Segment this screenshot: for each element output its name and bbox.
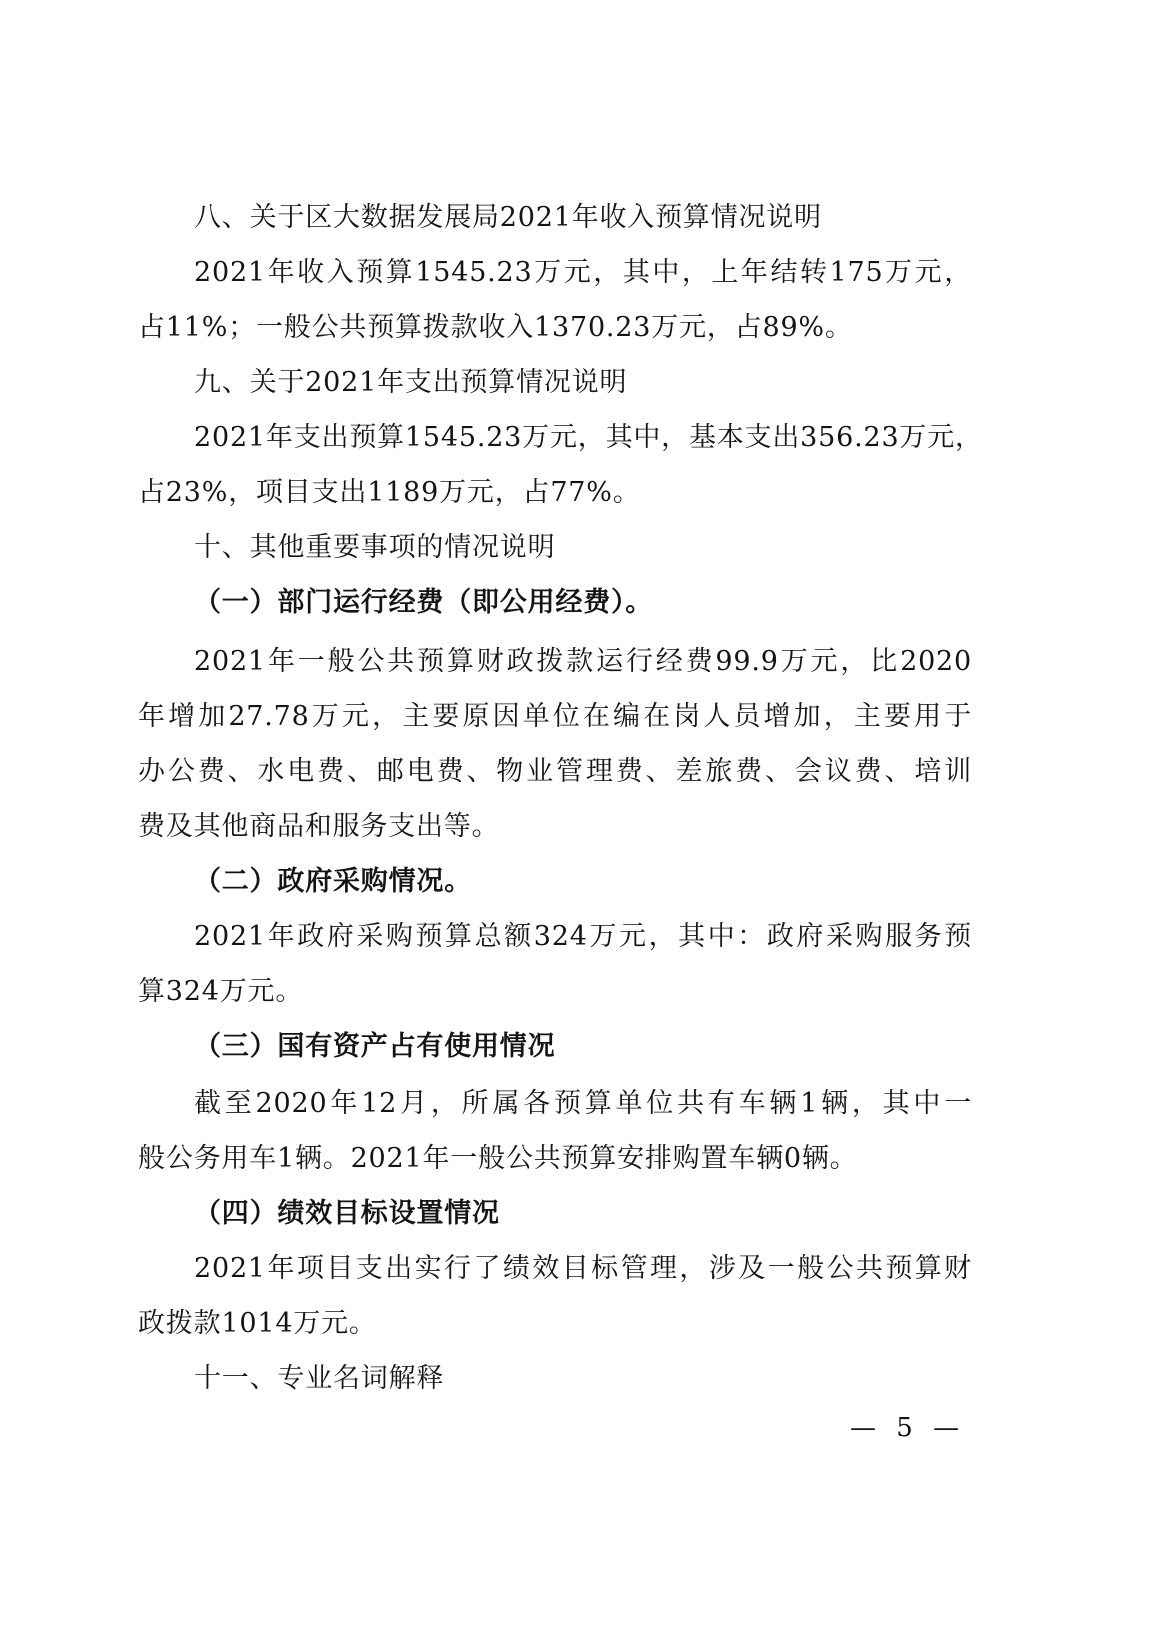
paragraph-line: 年增加27.78万元，主要原因单位在编在岗人员增加，主要用于	[138, 701, 972, 732]
paragraph-line: 政拨款1014万元。	[138, 1308, 377, 1339]
paragraph-line: 2021年政府采购预算总额324万元，其中：政府采购服务预	[194, 921, 972, 952]
paragraph-line: 2021年收入预算1545.23万元，其中，上年结转175万元，	[194, 257, 972, 288]
paragraph-line: 占23%，项目支出1189万元，占77%。	[138, 477, 641, 508]
subsection-heading-2: （二）政府采购情况。	[194, 866, 472, 897]
paragraph-line: 办公费、水电费、邮电费、物业管理费、差旅费、会议费、培训	[138, 756, 972, 787]
paragraph-line: 算324万元。	[138, 976, 304, 1007]
page-number: — 5 —	[850, 1413, 966, 1443]
paragraph-line: 占11%；一般公共预算拨款收入1370.23万元，占89%。	[138, 312, 853, 343]
section-heading-9: 九、关于2021年支出预算情况说明	[194, 367, 628, 398]
paragraph-line: 费及其他商品和服务支出等。	[138, 811, 500, 842]
paragraph-line: 2021年一般公共预算财政拨款运行经费99.9万元，比2020	[194, 646, 972, 677]
paragraph-line: 2021年支出预算1545.23万元，其中，基本支出356.23万元，	[194, 422, 983, 453]
section-heading-8: 八、关于区大数据发展局2021年收入预算情况说明	[194, 202, 822, 233]
subsection-heading-3: （三）国有资产占有使用情况	[194, 1031, 556, 1062]
subsection-heading-4: （四）绩效目标设置情况	[194, 1198, 500, 1229]
paragraph-line: 般公务用车1辆。2021年一般公共预算安排购置车辆0辆。	[138, 1143, 858, 1174]
paragraph-line: 截至2020年12月，所属各预算单位共有车辆1辆，其中一	[194, 1088, 972, 1119]
section-heading-11: 十一、专业名词解释	[194, 1363, 445, 1394]
paragraph-line: 2021年项目支出实行了绩效目标管理，涉及一般公共预算财	[194, 1253, 972, 1284]
subsection-heading-1: （一）部门运行经费（即公用经费）。	[194, 587, 654, 618]
section-heading-10: 十、其他重要事项的情况说明	[194, 532, 556, 563]
